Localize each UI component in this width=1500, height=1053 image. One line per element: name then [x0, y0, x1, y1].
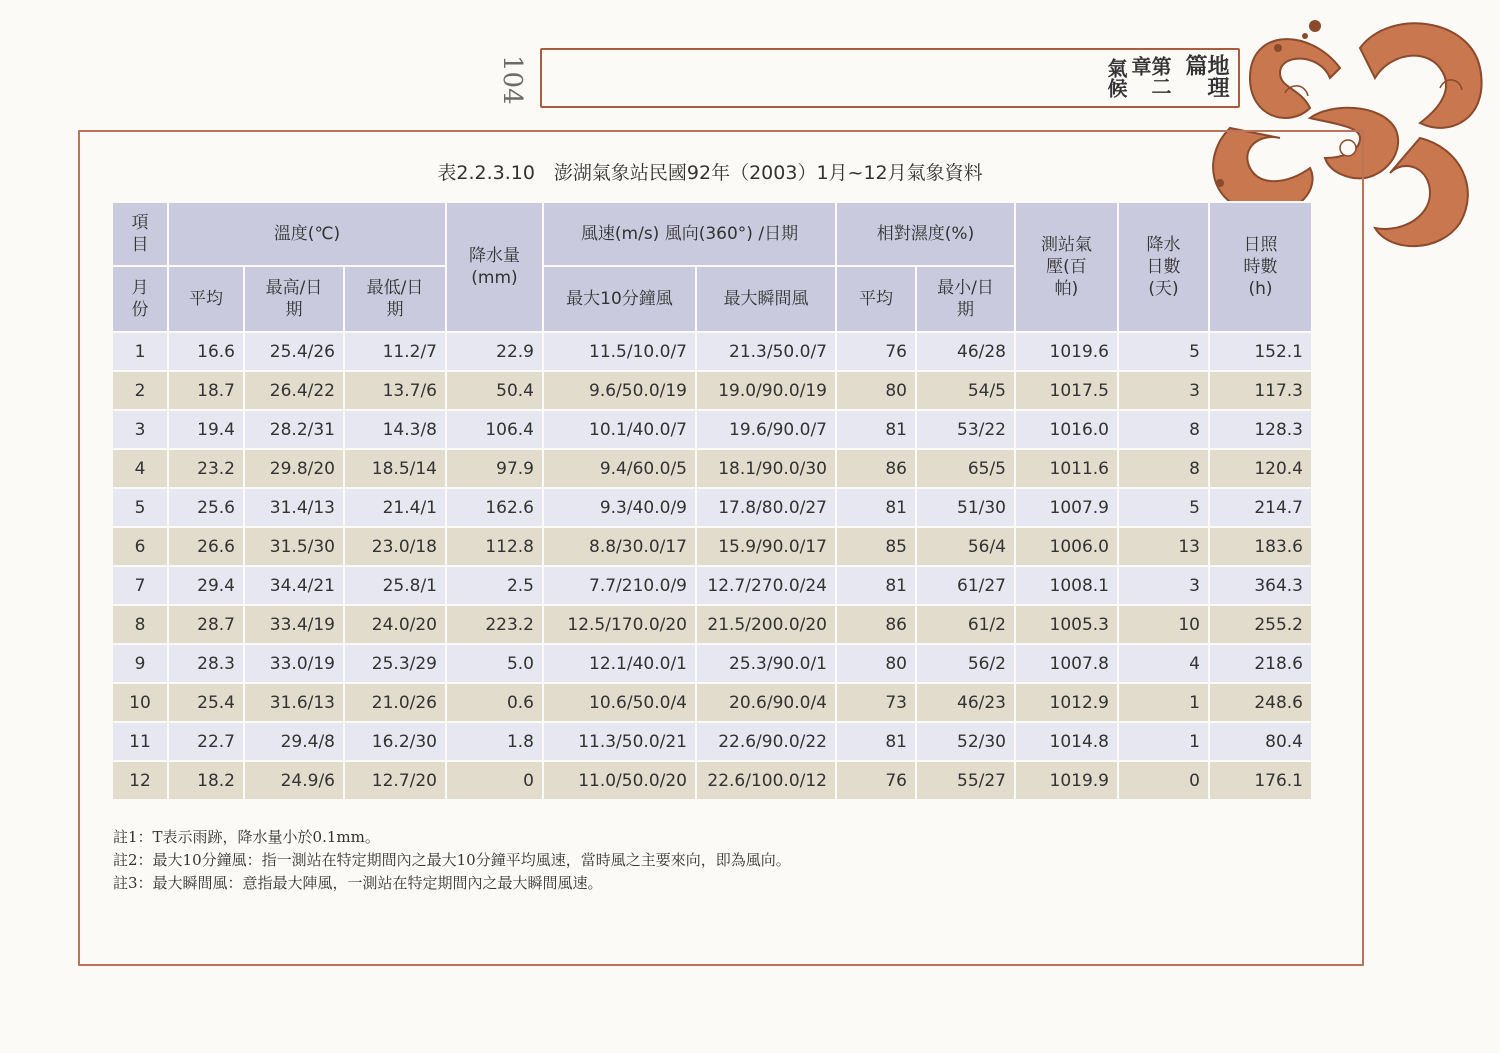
cell: 5.0: [446, 644, 543, 683]
cell: 1: [1118, 683, 1209, 722]
cell: 21.4/1: [344, 488, 446, 527]
cell: 24.9/6: [244, 761, 344, 800]
section-title: 氣候: [1104, 58, 1128, 98]
cell: 176.1: [1209, 761, 1312, 800]
cell: 21.5/200.0/20: [696, 605, 836, 644]
cell: 1019.9: [1015, 761, 1118, 800]
header-rain-days: 降水日數(天): [1118, 202, 1209, 332]
cell: 76: [836, 761, 916, 800]
footnote-2: 註2：最大10分鐘風：指一測站在特定期間內之最大10分鐘平均風速，當時風之主要來向，即為風向。: [113, 851, 791, 869]
cell: 22.9: [446, 332, 543, 371]
cell: 12.7/20: [344, 761, 446, 800]
cell: 255.2: [1209, 605, 1312, 644]
header-wind-10min: 最大10分鐘風: [543, 266, 696, 332]
header-humidity-min: 最小/日期: [916, 266, 1015, 332]
cell-month: 4: [112, 449, 168, 488]
table-row: [112, 605, 1312, 644]
cell: 117.3: [1209, 371, 1312, 410]
cell: 14.3/8: [344, 410, 446, 449]
cell: 31.6/13: [244, 683, 344, 722]
cell: 46/28: [916, 332, 1015, 371]
cell-month: 1: [112, 332, 168, 371]
cell: 120.4: [1209, 449, 1312, 488]
cell: 56/2: [916, 644, 1015, 683]
cell: 1.8: [446, 722, 543, 761]
cell: 22.6/100.0/12: [696, 761, 836, 800]
cell: 31.5/30: [244, 527, 344, 566]
header-wind: 風速(m/s) 風向(360°) /日期: [543, 202, 836, 266]
cell: 112.8: [446, 527, 543, 566]
cell: 128.3: [1209, 410, 1312, 449]
cell: 1016.0: [1015, 410, 1118, 449]
cell: 1012.9: [1015, 683, 1118, 722]
cell: 65/5: [916, 449, 1015, 488]
cell-month: 10: [112, 683, 168, 722]
cell: 26.4/22: [244, 371, 344, 410]
cell: 2.5: [446, 566, 543, 605]
cell: 162.6: [446, 488, 543, 527]
climate-table: [111, 201, 1313, 801]
header-precipitation: 降水量(mm): [446, 202, 543, 332]
cell: 1019.6: [1015, 332, 1118, 371]
cell-month: 2: [112, 371, 168, 410]
table-row: [112, 488, 1312, 527]
cell: 7.7/210.0/9: [543, 566, 696, 605]
cell: 85: [836, 527, 916, 566]
cell: 1017.5: [1015, 371, 1118, 410]
cell: 9.6/50.0/19: [543, 371, 696, 410]
cell: 0: [1118, 761, 1209, 800]
cell: 1007.9: [1015, 488, 1118, 527]
cell-month: 12: [112, 761, 168, 800]
cell: 29.8/20: [244, 449, 344, 488]
header-temp-min: 最低/日期: [344, 266, 446, 332]
cell: 81: [836, 722, 916, 761]
header-item: 項目: [112, 202, 168, 266]
cell: 5: [1118, 488, 1209, 527]
cell-month: 8: [112, 605, 168, 644]
cell: 11.5/10.0/7: [543, 332, 696, 371]
header-pressure: 測站氣壓(百帕): [1015, 202, 1118, 332]
cell-month: 7: [112, 566, 168, 605]
cell-month: 6: [112, 527, 168, 566]
table-row: [112, 722, 1312, 761]
cell: 15.9/90.0/17: [696, 527, 836, 566]
cell: 152.1: [1209, 332, 1312, 371]
table-row: [112, 527, 1312, 566]
footnote-3: 註3：最大瞬間風：意指最大陣風，一測站在特定期間內之最大瞬間風速。: [113, 874, 603, 892]
page-number: 104: [497, 55, 527, 105]
cell-month: 3: [112, 410, 168, 449]
cell: 81: [836, 488, 916, 527]
cell: 33.0/19: [244, 644, 344, 683]
cell: 9.4/60.0/5: [543, 449, 696, 488]
table-title: 表2.2.3.10 澎湖氣象站民國92年（2003）1月~12月氣象資料: [437, 162, 983, 184]
table-row: [112, 644, 1312, 683]
cell: 1014.8: [1015, 722, 1118, 761]
header-humidity: 相對濕度(%): [836, 202, 1015, 266]
cell: 18.1/90.0/30: [696, 449, 836, 488]
cell: 13: [1118, 527, 1209, 566]
footnote-1: 註1：T表示雨跡，降水量小於0.1mm。: [113, 828, 380, 846]
cell: 22.7: [168, 722, 244, 761]
cell: 8: [1118, 449, 1209, 488]
cell: 25.3/90.0/1: [696, 644, 836, 683]
cell: 46/23: [916, 683, 1015, 722]
table-row: [112, 371, 1312, 410]
cell: 12.7/270.0/24: [696, 566, 836, 605]
cell: 248.6: [1209, 683, 1312, 722]
table-row: [112, 761, 1312, 800]
cell: 10.6/50.0/4: [543, 683, 696, 722]
cell: 80: [836, 644, 916, 683]
cell: 1008.1: [1015, 566, 1118, 605]
cell: 86: [836, 449, 916, 488]
cell: 9.3/40.0/9: [543, 488, 696, 527]
cell: 80: [836, 371, 916, 410]
cell: 18.7: [168, 371, 244, 410]
cell: 25.6: [168, 488, 244, 527]
cell: 12.5/170.0/20: [543, 605, 696, 644]
cell: 22.6/90.0/22: [696, 722, 836, 761]
cell: 33.4/19: [244, 605, 344, 644]
cell: 81: [836, 410, 916, 449]
header-wind-gust: 最大瞬間風: [696, 266, 836, 332]
header-sunshine: 日照時數(h): [1209, 202, 1312, 332]
cell: 12.1/40.0/1: [543, 644, 696, 683]
cell: 19.4: [168, 410, 244, 449]
cell: 0: [446, 761, 543, 800]
cell: 28.3: [168, 644, 244, 683]
cell: 51/30: [916, 488, 1015, 527]
cell: 183.6: [1209, 527, 1312, 566]
cell: 81: [836, 566, 916, 605]
cell: 18.5/14: [344, 449, 446, 488]
table-row: [112, 449, 1312, 488]
cell: 1007.8: [1015, 644, 1118, 683]
cell: 1006.0: [1015, 527, 1118, 566]
cell: 25.3/29: [344, 644, 446, 683]
cell: 20.6/90.0/4: [696, 683, 836, 722]
cell: 13.7/6: [344, 371, 446, 410]
cell: 11.0/50.0/20: [543, 761, 696, 800]
cell-month: 5: [112, 488, 168, 527]
cell: 19.6/90.0/7: [696, 410, 836, 449]
header-temp-avg: 平均: [168, 266, 244, 332]
cell: 4: [1118, 644, 1209, 683]
cell: 106.4: [446, 410, 543, 449]
part-title: 地理篇: [1182, 54, 1230, 98]
cell: 28.2/31: [244, 410, 344, 449]
cell: 8.8/30.0/17: [543, 527, 696, 566]
cell-month: 9: [112, 644, 168, 683]
header-humidity-avg: 平均: [836, 266, 916, 332]
cell: 21.3/50.0/7: [696, 332, 836, 371]
table-row: [112, 332, 1312, 371]
cell: 18.2: [168, 761, 244, 800]
table-row: [112, 683, 1312, 722]
cell: 23.0/18: [344, 527, 446, 566]
cell: 29.4: [168, 566, 244, 605]
cell: 1011.6: [1015, 449, 1118, 488]
table-row: [112, 566, 1312, 605]
cell: 23.2: [168, 449, 244, 488]
header-temp-max: 最高/日期: [244, 266, 344, 332]
cell: 11.3/50.0/21: [543, 722, 696, 761]
cell: 61/27: [916, 566, 1015, 605]
cell: 10.1/40.0/7: [543, 410, 696, 449]
cell: 19.0/90.0/19: [696, 371, 836, 410]
cell: 97.9: [446, 449, 543, 488]
cell: 5: [1118, 332, 1209, 371]
cell: 10: [1118, 605, 1209, 644]
cell: 61/2: [916, 605, 1015, 644]
cell: 73: [836, 683, 916, 722]
cell: 56/4: [916, 527, 1015, 566]
table-row: [112, 410, 1312, 449]
chapter-header: [540, 48, 1240, 108]
cell: 21.0/26: [344, 683, 446, 722]
cell: 218.6: [1209, 644, 1312, 683]
cell: 54/5: [916, 371, 1015, 410]
cell: 364.3: [1209, 566, 1312, 605]
cell: 53/22: [916, 410, 1015, 449]
cell: 1: [1118, 722, 1209, 761]
cell: 31.4/13: [244, 488, 344, 527]
cell: 25.8/1: [344, 566, 446, 605]
cell: 34.4/21: [244, 566, 344, 605]
cell: 25.4/26: [244, 332, 344, 371]
cell: 55/27: [916, 761, 1015, 800]
cell: 1005.3: [1015, 605, 1118, 644]
cell: 17.8/80.0/27: [696, 488, 836, 527]
cell: 28.7: [168, 605, 244, 644]
cell: 24.0/20: [344, 605, 446, 644]
cell: 86: [836, 605, 916, 644]
cell: 76: [836, 332, 916, 371]
cell: 223.2: [446, 605, 543, 644]
cell: 52/30: [916, 722, 1015, 761]
cell: 26.6: [168, 527, 244, 566]
cell: 16.2/30: [344, 722, 446, 761]
cell-month: 11: [112, 722, 168, 761]
cell: 0.6: [446, 683, 543, 722]
cell: 3: [1118, 566, 1209, 605]
cell: 29.4/8: [244, 722, 344, 761]
cell: 11.2/7: [344, 332, 446, 371]
header-month: 月份: [112, 266, 168, 332]
cell: 25.4: [168, 683, 244, 722]
cell: 50.4: [446, 371, 543, 410]
header-temperature: 溫度(℃): [168, 202, 446, 266]
cell: 80.4: [1209, 722, 1312, 761]
chapter-title: 第二章: [1128, 56, 1172, 96]
cell: 3: [1118, 371, 1209, 410]
cell: 16.6: [168, 332, 244, 371]
cell: 214.7: [1209, 488, 1312, 527]
cell: 8: [1118, 410, 1209, 449]
footnotes: [113, 826, 791, 895]
